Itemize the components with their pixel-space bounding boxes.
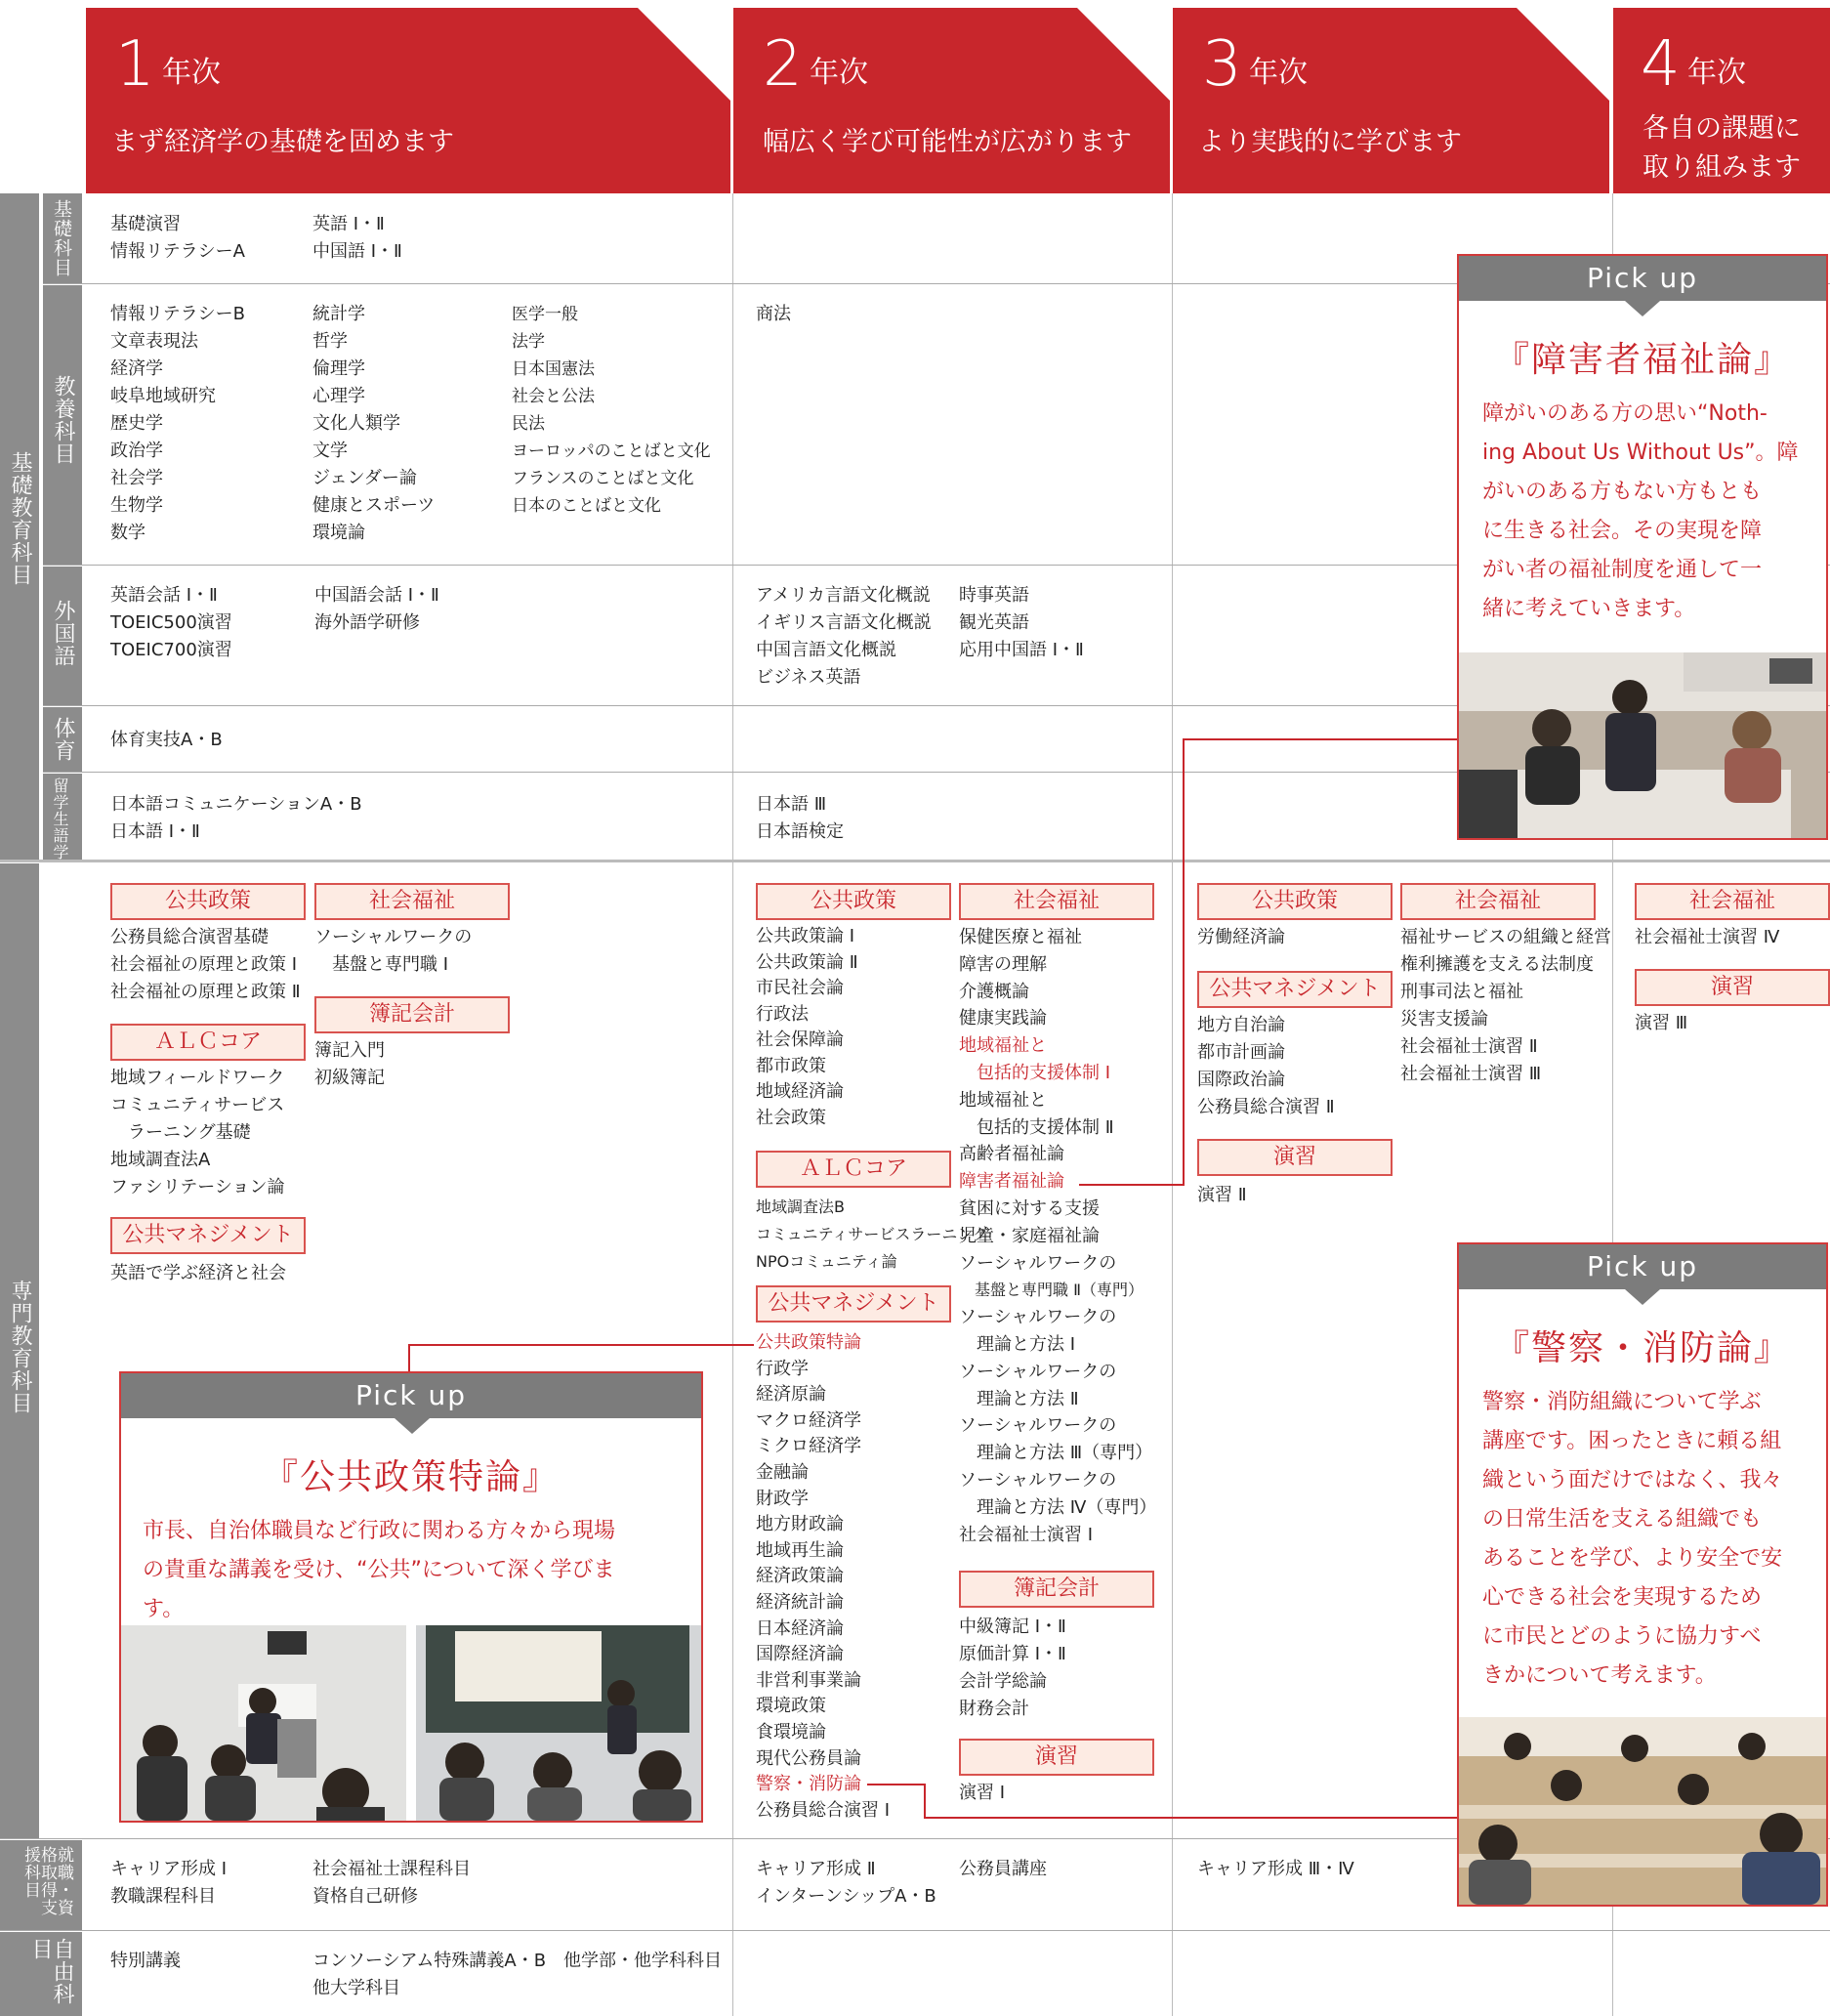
course-item: 倫理学 <box>312 358 365 379</box>
course-item: 情報リテラシーA <box>110 241 245 262</box>
course-item: 法学 <box>512 332 545 352</box>
course-item: 貧困に対する支援 <box>959 1197 1100 1219</box>
year-subtitle: 取り組みます <box>1643 152 1801 183</box>
course-item: 健康実践論 <box>959 1008 1047 1029</box>
course-item: 保健医療と福祉 <box>959 927 1082 947</box>
course-item: 公務員総合演習 Ⅱ <box>1197 1097 1335 1117</box>
course-item: 社会福祉の原理と政策 Ⅰ <box>110 954 298 975</box>
ryugakusei-y2-list <box>756 791 844 846</box>
course-item: 権利擁護を支える法制度 <box>1400 954 1594 975</box>
course-item: 演習 Ⅱ <box>1197 1185 1247 1205</box>
course-item: 経済政策論 <box>756 1566 844 1587</box>
pickup-body: 障がいのある方の思い“Noth- ing About Us Without Us”。障 がいのある方もない方もとも に生きる社会。その実現を障 がい者の福祉制度を通して一 緒に考えていきます。 <box>1482 401 1799 621</box>
course-item: 地方自治論 <box>1197 1015 1285 1035</box>
course-item: 社会福祉士演習 Ⅲ <box>1400 1064 1542 1084</box>
senmon-y2-kokyo-list <box>756 924 858 1131</box>
year-header-1 <box>86 8 730 193</box>
course-item: 経済統計論 <box>756 1591 844 1613</box>
senmon-y1-kokyo-list <box>110 924 301 1006</box>
course-item: 環境政策 <box>756 1696 826 1717</box>
row-divider <box>0 1930 1830 1931</box>
course-item: 健康とスポーツ <box>312 495 436 516</box>
course-item: 経済学 <box>110 358 163 379</box>
course-item: 非営利事業論 <box>756 1669 861 1691</box>
category-label: 就職・資格取得支援科目 <box>21 1846 73 1916</box>
course-item: 医学一般 <box>512 305 578 324</box>
course-item: 地域調査法B <box>756 1197 845 1216</box>
tag-kokyo-seisaku: 公共政策 <box>1197 883 1393 920</box>
course-item: 社会福祉士演習 Ⅳ <box>1635 927 1780 947</box>
course-item: 福祉サービスの組織と経営 <box>1400 927 1611 947</box>
tag-kokyo-management: 公共マネジメント <box>756 1285 951 1323</box>
course-item: 海外語学研修 <box>314 612 420 633</box>
course-item: 演習 Ⅲ <box>1635 1013 1688 1033</box>
ryugakusei-y1-list <box>110 791 362 846</box>
shushoku-y3-list <box>1197 1856 1354 1883</box>
course-item: 日本語検定 <box>756 821 844 842</box>
course-item: 都市政策 <box>756 1055 826 1076</box>
senmon-y3-enshu-list <box>1197 1182 1247 1209</box>
course-item: ソーシャルワークの <box>959 1469 1117 1491</box>
shushoku-y2-list-a <box>756 1856 936 1911</box>
course-item: 商法 <box>756 304 791 324</box>
year-number: 4 <box>1641 28 1681 101</box>
connector-line <box>1183 738 1460 740</box>
tag-shakai-fukushi: 社会福祉 <box>1400 883 1596 920</box>
course-item: 地方財政論 <box>756 1514 844 1535</box>
course-item: 応用中国語 Ⅰ・Ⅱ <box>959 640 1084 660</box>
course-item: 日本語 Ⅲ <box>756 794 827 815</box>
course-item: 包括的支援体制 Ⅱ <box>959 1116 1114 1138</box>
pickup-body: 警察・消防組織について学ぶ 講座です。困ったときに頼る組 織という面だけではなく、我々 の日常生活を支える組織でも あることを学び、より安全で安 心できる社会を実現するため に市民とどのように協力すべ きかについて考えます。 <box>1482 1390 1783 1688</box>
course-item: キャリア形成 Ⅲ・Ⅳ <box>1197 1859 1354 1879</box>
course-item: 地域再生論 <box>756 1539 844 1561</box>
senmon-y2-enshu-list <box>959 1780 1005 1807</box>
column-divider <box>732 193 733 2016</box>
course-item: 行政学 <box>756 1358 809 1379</box>
course-item: 児童・家庭福祉論 <box>959 1225 1100 1246</box>
course-item: 統計学 <box>312 304 365 324</box>
connector-line <box>924 1817 1459 1819</box>
column-divider <box>1172 193 1173 2016</box>
tag-enshu: 演習 <box>1197 1139 1393 1176</box>
course-item-highlight: 障害者福祉論 <box>959 1171 1064 1193</box>
connector-line <box>924 1784 926 1819</box>
lecture-photo <box>1459 1717 1826 1905</box>
course-item: キャリア形成 Ⅱ <box>756 1859 876 1879</box>
course-item-highlight: 地域福祉と <box>959 1035 1047 1057</box>
course-item: 民法 <box>512 414 545 434</box>
year-subtitle: 各自の課題に <box>1643 113 1801 144</box>
pickup-header: Pick up <box>121 1373 701 1418</box>
course-item: ソーシャルワークの <box>314 927 473 947</box>
course-item: 中級簿記 Ⅰ・Ⅱ <box>959 1617 1066 1637</box>
course-item: 国際経済論 <box>756 1644 844 1665</box>
pickup-header: Pick up <box>1459 1244 1826 1289</box>
course-item: 社会福祉の原理と政策 Ⅱ <box>110 982 301 1002</box>
course-item: 日本のことばと文化 <box>512 496 661 516</box>
course-item: 災害支援論 <box>1400 1009 1488 1029</box>
connector-line <box>408 1344 410 1373</box>
year-label: 年次 <box>1249 56 1308 90</box>
tag-kokyo-seisaku: 公共政策 <box>110 883 306 920</box>
tag-shakai-fukushi: 社会福祉 <box>959 883 1154 920</box>
course-item: 社会福祉士演習 Ⅱ <box>1400 1036 1538 1057</box>
course-item: 障害の理解 <box>959 953 1047 975</box>
senmon-y2-boki-list <box>959 1614 1066 1723</box>
course-item: NPOコミュニティ論 <box>756 1252 897 1271</box>
course-item: 現代公務員論 <box>756 1747 861 1769</box>
course-item: 行政法 <box>756 1003 809 1025</box>
pickup-body: 市長、自治体職員など行政に関わる方々から現場 の貴重な講義を受け、“公共”について深く学びま す。 <box>143 1519 616 1621</box>
senmon-y3-fukushi-list <box>1400 924 1611 1088</box>
course-item: フランスのことばと文化 <box>512 469 694 488</box>
category-label: 留学生語学 <box>51 777 69 861</box>
pickup-card-keisatsu <box>1457 1242 1828 1907</box>
course-item: 初級簿記 <box>314 1068 385 1088</box>
senmon-y3-mgmt-list <box>1197 1012 1335 1121</box>
course-item: 英語で学ぶ経済と社会 <box>110 1263 286 1283</box>
senmon-y4-fukushi-list <box>1635 924 1779 951</box>
course-item: 理論と方法 Ⅳ（専門） <box>959 1496 1157 1518</box>
course-item: 中国言語文化概説 <box>756 640 896 660</box>
course-item: 日本経済論 <box>756 1617 844 1639</box>
tag-alc-core: ＡＬＣコア <box>756 1151 951 1188</box>
classroom-photo <box>1459 652 1826 838</box>
senmon-y1-mgmt-list <box>110 1260 286 1287</box>
course-item: 歴史学 <box>110 413 163 434</box>
course-item: 情報リテラシーB <box>110 304 245 324</box>
pickup-arrow-icon <box>395 1418 430 1434</box>
course-item: 地域フィールドワーク <box>110 1068 285 1088</box>
category-label: 自由科目 <box>28 1938 74 2005</box>
kyoyo-y1-list-a <box>110 301 245 547</box>
kiso-y1-list-b <box>312 211 402 266</box>
senmon-y1-fukushi-list <box>314 924 472 979</box>
course-item: イギリス言語文化概説 <box>756 612 932 633</box>
course-item: 日本語 Ⅰ・Ⅱ <box>110 821 200 842</box>
jiyu-y1-list-a <box>110 1948 181 1975</box>
senmon-y2-mgmt-list <box>756 1330 890 1824</box>
course-item: 数学 <box>110 523 146 543</box>
course-item: 基盤と専門職 Ⅱ（専門） <box>959 1281 1144 1300</box>
category-label: 基礎科目 <box>51 199 72 277</box>
course-item: コミュニティサービス <box>110 1095 285 1115</box>
year-subtitle: より実践的に学びます <box>1198 127 1462 157</box>
course-item: 日本語コミュニケーションA・B <box>110 794 362 815</box>
senmon-y4-enshu-list <box>1635 1010 1687 1037</box>
course-item: 社会学 <box>110 468 163 488</box>
course-item: ファシリテーション論 <box>110 1177 285 1197</box>
course-item: キャリア形成 Ⅰ <box>110 1859 228 1879</box>
year-header-2 <box>733 8 1170 193</box>
category-label: 教養科目 <box>51 375 75 465</box>
connector-line <box>1183 738 1185 1186</box>
year-number: 2 <box>763 28 803 101</box>
year-header-4 <box>1613 8 1830 193</box>
course-item: ソーシャルワークの <box>959 1307 1117 1328</box>
senmon-y1-boki-list <box>314 1037 385 1092</box>
pickup-arrow-icon <box>1625 1289 1660 1305</box>
course-item: 労働経済論 <box>1197 927 1285 947</box>
course-item: 国際政治論 <box>1197 1070 1285 1090</box>
year-label: 年次 <box>1687 56 1746 90</box>
course-item: 地域経済論 <box>756 1081 844 1102</box>
course-item: アメリカ言語文化概説 <box>756 585 931 606</box>
connector-line <box>867 1784 926 1785</box>
year-number: 3 <box>1202 28 1242 101</box>
course-item: 公務員講座 <box>959 1859 1047 1879</box>
course-item: TOEIC700演習 <box>110 640 232 660</box>
tag-shakai-fukushi: 社会福祉 <box>314 883 510 920</box>
course-item-highlight: 公共政策特論 <box>756 1332 861 1353</box>
lecture-photo-left <box>121 1625 406 1821</box>
pickup-title: 『警察・消防論』 <box>1493 1328 1791 1368</box>
year-subtitle: まず経済学の基礎を固めます <box>111 127 454 157</box>
taiiku-y1-list <box>110 727 223 754</box>
course-item: 日本国憲法 <box>512 359 595 379</box>
jiyu-y1-list-b <box>312 1948 722 2002</box>
course-item: 財政学 <box>756 1488 809 1509</box>
kiso-y1-list-a <box>110 211 245 266</box>
course-item: 高齢者福祉論 <box>959 1144 1064 1165</box>
kyoyo-y1-list-c <box>512 301 711 520</box>
course-item: 簿記入門 <box>314 1040 385 1061</box>
tag-kokyo-seisaku: 公共政策 <box>756 883 951 920</box>
senmon-y3-kokyo-list <box>1197 924 1285 951</box>
course-item: ジェンダー論 <box>312 468 417 488</box>
course-item: 公共政策論 Ⅱ <box>756 951 858 973</box>
course-item: ソーシャルワークの <box>959 1361 1117 1382</box>
course-item: コミュニティサービスラーニング <box>756 1225 989 1243</box>
course-item: 会計学総論 <box>959 1671 1047 1692</box>
shushoku-y1-list-a <box>110 1856 227 1911</box>
course-item: 都市計画論 <box>1197 1042 1285 1063</box>
kyoyo-y1-list-b <box>312 301 435 547</box>
course-item: 英語会話 Ⅰ・Ⅱ <box>110 585 218 606</box>
year-label: 年次 <box>810 56 868 90</box>
category-label: 体育 <box>51 717 75 762</box>
senmon-y1-alc-list <box>110 1065 285 1201</box>
course-item: 公務員総合演習 Ⅰ <box>756 1799 891 1821</box>
course-item: 地域福祉と <box>959 1089 1047 1111</box>
course-item: 演習 Ⅰ <box>959 1783 1006 1803</box>
course-item: 基礎演習 <box>110 214 181 234</box>
course-item: 文化人類学 <box>312 413 400 434</box>
course-item: 心理学 <box>312 386 365 406</box>
course-item: 介護概論 <box>959 981 1029 1002</box>
shushoku-y1-list-b <box>312 1856 471 1911</box>
kyoyo-y2-list <box>756 301 791 328</box>
course-item: 理論と方法 Ⅱ <box>959 1388 1079 1409</box>
pickup-card-kokyo <box>119 1371 703 1823</box>
pickup-card-shogai <box>1457 254 1828 840</box>
category-label: 専門教育科目 <box>8 1280 32 1414</box>
course-item: 社会福祉士課程科目 <box>312 1859 471 1879</box>
course-item: 理論と方法 Ⅲ（専門） <box>959 1443 1153 1464</box>
pickup-header: Pick up <box>1459 256 1826 301</box>
tag-boki-kaikei: 簿記会計 <box>959 1571 1154 1608</box>
course-item: ビジネス英語 <box>756 667 861 688</box>
course-item: 財務会計 <box>959 1699 1029 1719</box>
tag-alc-core: ＡＬＣコア <box>110 1024 306 1061</box>
category-label: 外国語 <box>51 600 75 667</box>
course-item: ヨーロッパのことばと文化 <box>512 441 711 461</box>
course-item: 中国語 Ⅰ・Ⅱ <box>312 241 402 262</box>
shushoku-y2-list-b <box>959 1856 1047 1883</box>
course-item: 食環境論 <box>756 1721 826 1743</box>
course-item: 公共政策論 Ⅰ <box>756 926 855 946</box>
course-item: ミクロ経済学 <box>756 1436 861 1457</box>
course-item: 環境論 <box>312 523 365 543</box>
course-item: 社会政策 <box>756 1107 826 1128</box>
course-item: 原価計算 Ⅰ・Ⅱ <box>959 1644 1066 1664</box>
course-item: 他大学科目 <box>312 1978 400 1998</box>
gaikokugo-y1-list-b <box>314 582 439 637</box>
course-item: 社会保障論 <box>756 1029 844 1050</box>
gaikokugo-y1-list-a <box>110 582 232 664</box>
course-item: 市民社会論 <box>756 978 844 998</box>
course-item: ソーシャルワークの <box>959 1415 1117 1437</box>
course-item: 時事英語 <box>959 585 1029 606</box>
year-subtitle: 幅広く学び可能性が広がります <box>763 127 1132 157</box>
tag-shakai-fukushi: 社会福祉 <box>1635 883 1830 920</box>
senmon-y2-alc-list <box>756 1194 988 1276</box>
tag-enshu: 演習 <box>959 1739 1154 1776</box>
pickup-arrow-icon <box>1625 301 1660 316</box>
course-item: 経済原論 <box>756 1384 826 1406</box>
course-item: 観光英語 <box>959 612 1029 633</box>
course-item: 刑事司法と福祉 <box>1400 982 1523 1002</box>
course-item: 文学 <box>312 441 348 461</box>
course-item: 中国語会話 Ⅰ・Ⅱ <box>314 585 439 606</box>
tag-boki-kaikei: 簿記会計 <box>314 996 510 1033</box>
row-divider <box>0 860 1830 862</box>
tag-kokyo-management: 公共マネジメント <box>110 1217 306 1254</box>
course-item: 金融論 <box>756 1461 809 1483</box>
pickup-title: 『公共政策特論』 <box>262 1457 560 1497</box>
course-item: 公務員総合演習基礎 <box>110 927 269 947</box>
course-item: 体育実技A・B <box>110 730 223 750</box>
course-item: 教職課程科目 <box>110 1886 216 1907</box>
connector-line <box>1079 1184 1185 1186</box>
course-item: TOEIC500演習 <box>110 612 232 633</box>
course-item: 社会と公法 <box>512 387 595 406</box>
course-item: 資格自己研修 <box>312 1886 418 1907</box>
gaikokugo-y2-list-a <box>756 582 932 692</box>
course-item: ラーニング基礎 <box>110 1122 251 1143</box>
course-item: 基盤と専門職 Ⅰ <box>314 954 449 975</box>
course-item: 理論と方法 Ⅰ <box>959 1333 1076 1355</box>
course-item-highlight: 包括的支援体制 Ⅰ <box>959 1062 1111 1083</box>
course-item: 社会福祉士演習 Ⅰ <box>959 1524 1094 1545</box>
connector-line <box>410 1344 754 1346</box>
senmon-y2-fukushi-list <box>959 924 1156 1548</box>
lecture-photo-right <box>416 1625 701 1821</box>
year-header-3 <box>1173 8 1609 193</box>
year-label: 年次 <box>162 56 221 90</box>
course-item: ソーシャルワークの <box>959 1252 1117 1274</box>
course-item: 特別講義 <box>110 1951 181 1971</box>
year-number: 1 <box>115 28 155 101</box>
pickup-title: 『障害者福祉論』 <box>1493 340 1791 380</box>
course-item: 文章表現法 <box>110 331 198 352</box>
course-item-highlight: 警察・消防論 <box>756 1774 861 1795</box>
course-item: 哲学 <box>312 331 348 352</box>
course-item: インターンシップA・B <box>756 1886 936 1907</box>
tag-kokyo-management: 公共マネジメント <box>1197 971 1393 1008</box>
course-item: 生物学 <box>110 495 163 516</box>
tag-enshu: 演習 <box>1635 969 1830 1006</box>
category-label: 基礎教育科目 <box>8 451 32 586</box>
course-item: 英語 Ⅰ・Ⅱ <box>312 214 385 234</box>
gaikokugo-y2-list-b <box>959 582 1084 664</box>
course-item: 地域調査法A <box>110 1150 211 1170</box>
course-item: マクロ経済学 <box>756 1409 861 1431</box>
course-item: コンソーシアム特殊講義A・B 他学部・他学科科目 <box>312 1951 723 1971</box>
course-item: 岐阜地域研究 <box>110 386 216 406</box>
course-item: 政治学 <box>110 441 163 461</box>
